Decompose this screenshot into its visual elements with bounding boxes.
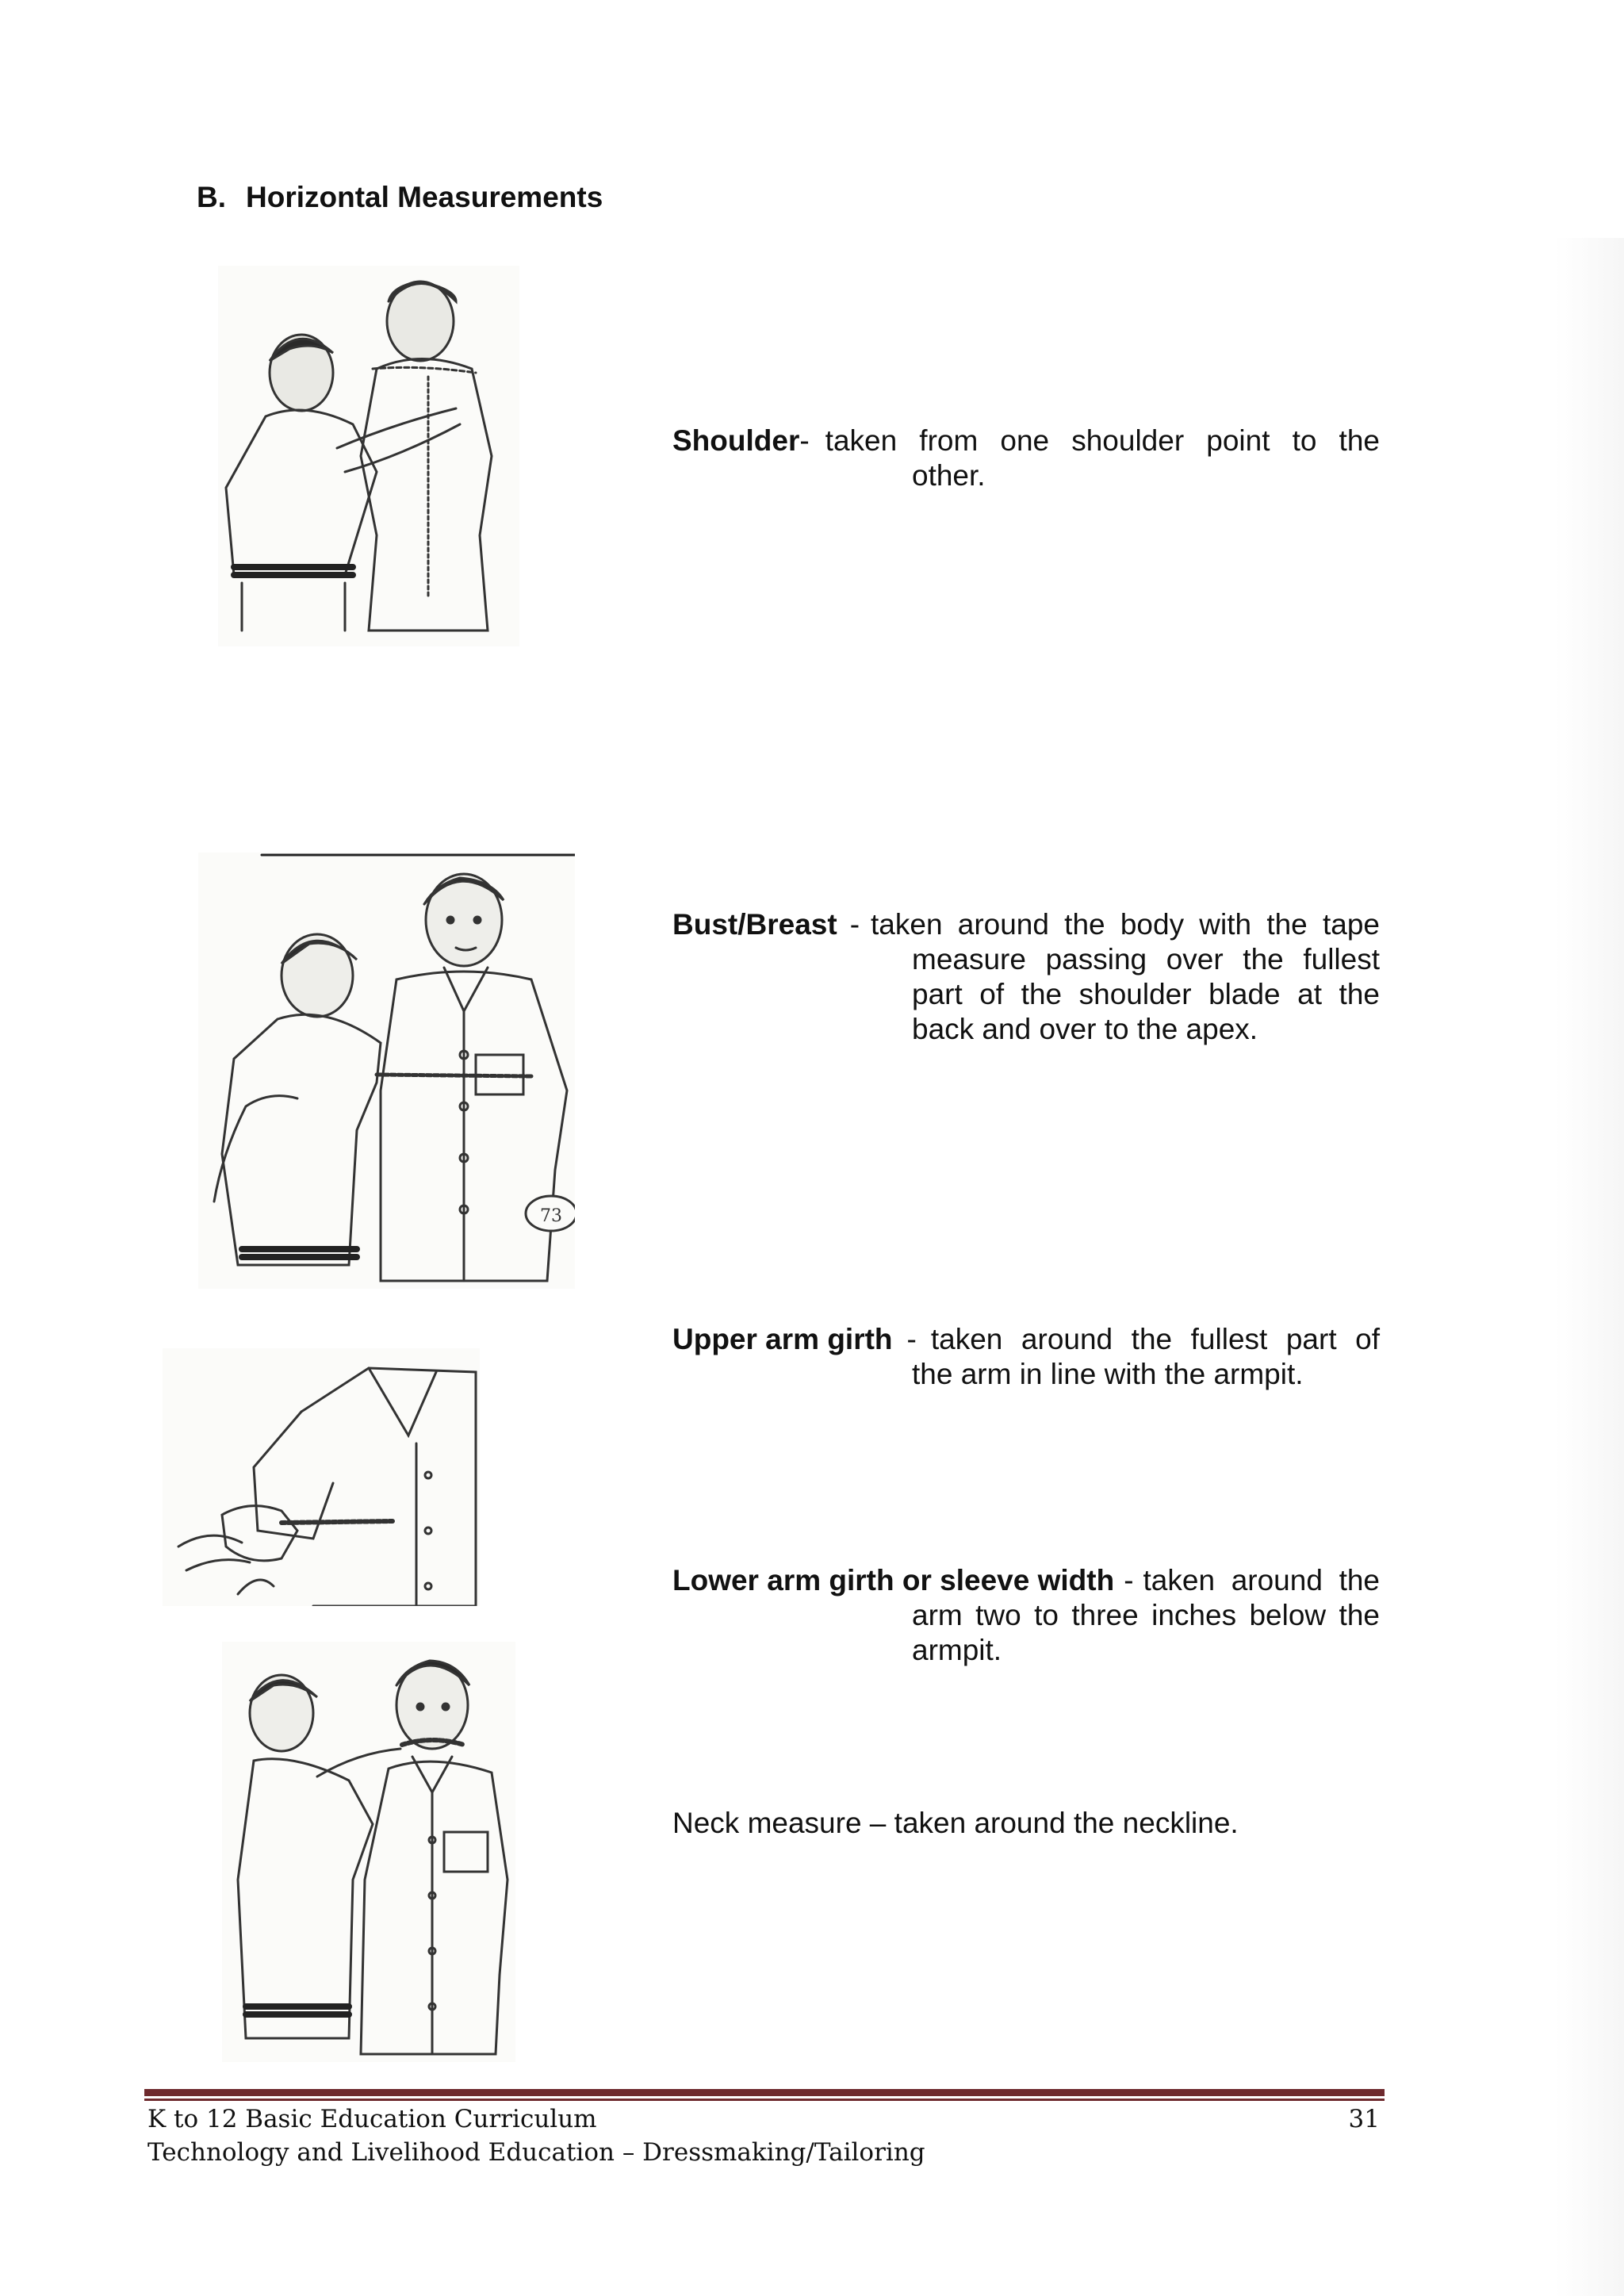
measurement-text: Neck measure – taken around the neckline. <box>672 1807 1239 1839</box>
scan-edge-shade <box>1554 238 1624 2296</box>
footer-rule <box>144 2089 1385 2096</box>
section-letter: B. <box>197 181 226 213</box>
measurement-text: taken around the <box>1143 1564 1380 1596</box>
measurement-text: taken around the body with the tape <box>871 908 1380 941</box>
section-heading <box>197 181 603 214</box>
figure-page-number: 73 <box>540 1206 562 1226</box>
shoulder-measurement-illustration <box>218 266 519 646</box>
bust-measurement-illustration <box>198 853 575 1289</box>
measurement-term: Bust/Breast <box>672 908 837 941</box>
page-number: 31 <box>1348 2105 1380 2133</box>
bust-description: Bust/Breast - taken around the body with the tape measure passing over the fullest part of the shoulder blade at the back and over to the apex. <box>672 908 1380 1045</box>
measurement-term: Upper arm girth <box>672 1323 893 1355</box>
measurement-text: taken from one shoulder point to the <box>825 424 1380 457</box>
shoulder-description: Shoulder - taken from one shoulder point to the other. <box>672 424 1380 492</box>
footer-line-2: Technology and Livelihood Education – Dressmaking/Tailoring <box>147 2138 925 2167</box>
measurement-term: Lower arm girth or sleeve width <box>672 1564 1115 1596</box>
lower-arm-girth-description: Lower arm girth or sleeve width - taken around the arm two to three inches below the armpit. <box>672 1564 1380 1666</box>
neck-measure-illustration <box>222 1642 515 2062</box>
upper-arm-girth-description: Upper arm girth - taken around the fullest part of the arm in line with the armpit. <box>672 1323 1380 1390</box>
neck-measure-description <box>672 1806 1380 1841</box>
measurement-term: Shoulder <box>672 424 800 457</box>
footer-line-1: K to 12 Basic Education Curriculum <box>147 2105 597 2133</box>
footer-rule-thin <box>144 2099 1385 2101</box>
section-title: Horizontal Measurements <box>246 181 603 213</box>
measurement-text: taken around the fullest part of <box>930 1323 1380 1355</box>
upper-arm-girth-illustration <box>163 1348 480 1606</box>
